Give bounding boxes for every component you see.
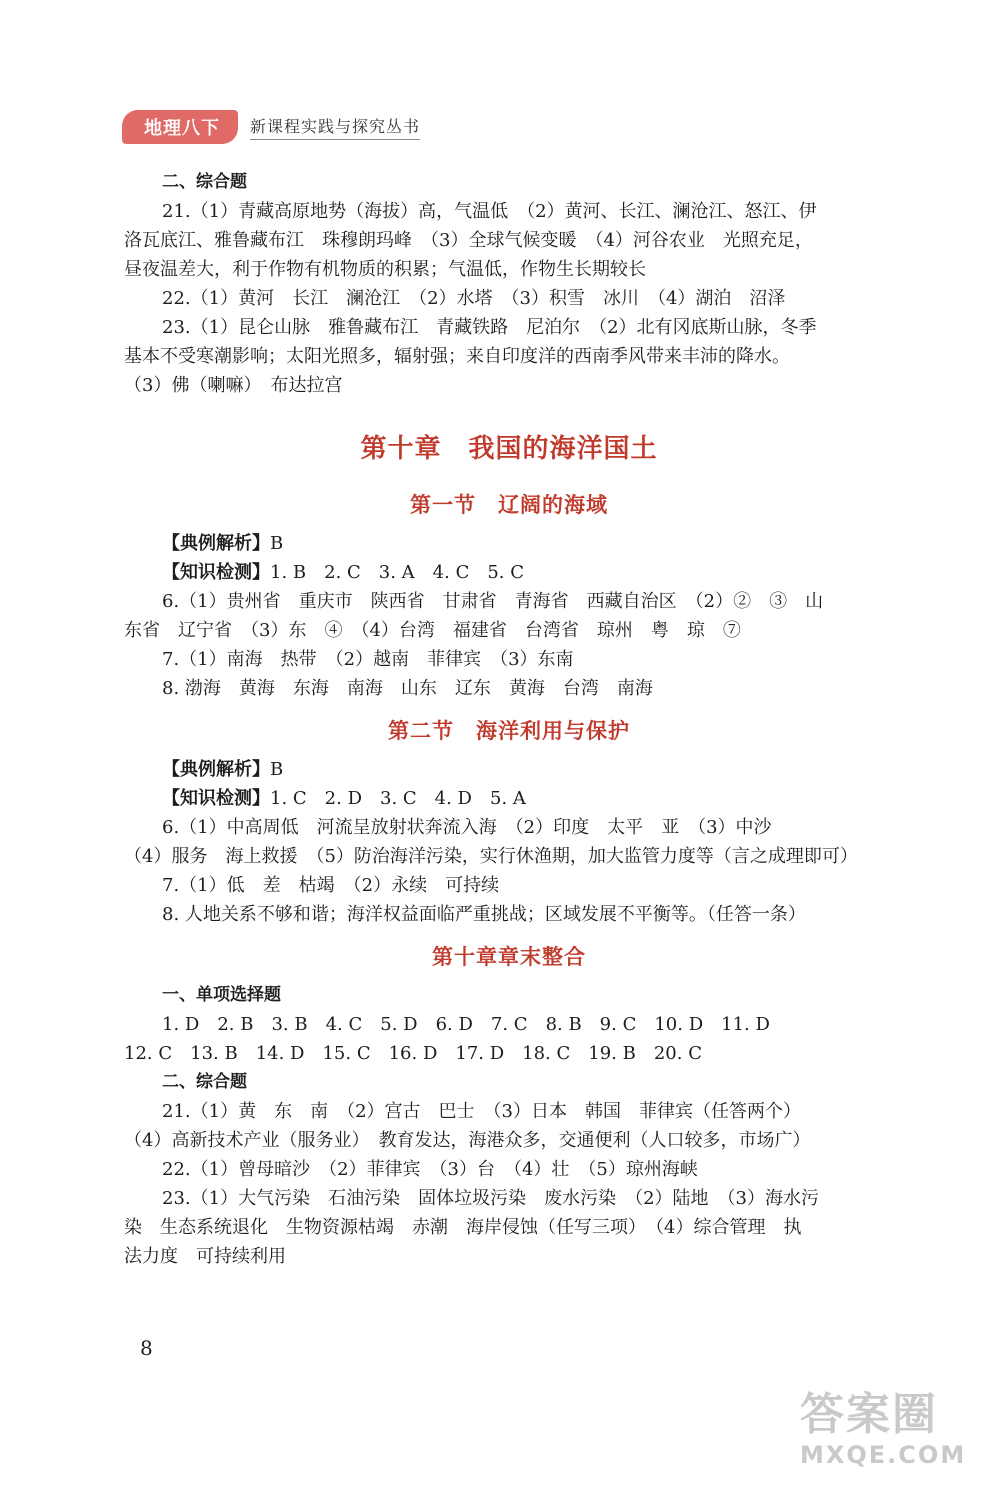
answer-line: 基本不受寒潮影响；太阳光照多，辐射强；来自印度洋的西南季风带来丰沛的降水。 <box>124 346 790 367</box>
section-title: 第一节 辽阔的海域 <box>410 493 608 517</box>
answer-line: 6.（1）贵州省 重庆市 陕西省 甘肃省 青海省 西藏自治区 （2）② ③ 山 <box>162 591 824 612</box>
knowledge-value: 1. C 2. D 3. C 4. D 5. A <box>270 788 526 809</box>
section-title: 第二节 海洋利用与保护 <box>388 719 630 743</box>
answer-line: 22.（1）黄河 长江 澜沧江 （2）水塔 （3）积雪 冰川 （4）湖泊 沼泽 <box>162 288 786 309</box>
answer-content <box>124 168 894 1271</box>
knowledge-label: 【知识检测】 <box>162 562 270 583</box>
answer-line: 23.（1）昆仑山脉 雅鲁藏布江 青藏铁路 尼泊尔 （2）北有冈底斯山脉，冬季 <box>162 317 817 338</box>
answer-line: 7.（1）低 差 枯竭 （2）永续 可持续 <box>162 875 500 896</box>
subject-badge: 地理八下 <box>122 110 238 144</box>
knowledge-check <box>124 558 894 587</box>
watermark-bottom: MXQE.COM <box>800 1441 967 1469</box>
part-heading: 二、综合题 <box>162 1072 247 1092</box>
answer-line: 染 生态系统退化 生物资源枯竭 赤潮 海岸侵蚀（任写三项） （4）综合管理 执 <box>124 1217 802 1238</box>
part-heading: 一、单项选择题 <box>162 985 281 1005</box>
example-label: 【典例解析】 <box>162 759 270 780</box>
knowledge-label: 【知识检测】 <box>162 788 270 809</box>
section-title: 第十章章末整合 <box>432 945 586 969</box>
answer-line: （4）高新技术产业（服务业） 教育发达，海港众多，交通便利（人口较多，市场广） <box>124 1130 811 1151</box>
answer-line: 12. C 13. B 14. D 15. C 16. D 17. D 18. C 19. B 20. C <box>124 1043 702 1064</box>
answer-line: 8. 人地关系不够和谐；海洋权益面临严重挑战；区域发展不平衡等。（任答一条） <box>162 904 806 925</box>
answer-line: 1. D 2. B 3. B 4. C 5. D 6. D 7. C 8. B 9. C 10. D 11. D <box>162 1014 770 1035</box>
example-value: B <box>270 759 284 780</box>
knowledge-value: 1. B 2. C 3. A 4. C 5. C <box>270 562 525 583</box>
chapter-title: 第十章 我国的海洋国土 <box>360 434 658 464</box>
example-analysis <box>124 529 894 558</box>
answer-line: 8. 渤海 黄海 东海 南海 山东 辽东 黄海 台湾 南海 <box>162 678 653 699</box>
answer-line: 洛瓦底江、雅鲁藏布江 珠穆朗玛峰 （3）全球气候变暖 （4）河谷农业 光照充足， <box>124 230 813 251</box>
answer-line: 22.（1）曾母暗沙 （2）菲律宾 （3）台 （4）壮 （5）琼州海峡 <box>162 1159 698 1180</box>
answer-line: （4）服务 海上救援 （5）防治海洋污染，实行休渔期，加大监管力度等（言之成理即可） <box>124 846 858 867</box>
example-label: 【典例解析】 <box>162 533 270 554</box>
answer-line: 6.（1）中高周低 河流呈放射状奔流入海 （2）印度 太平 亚 （3）中沙 <box>162 817 772 838</box>
answer-line: 23.（1）大气污染 石油污染 固体垃圾污染 废水污染 （2）陆地 （3）海水污 <box>162 1188 819 1209</box>
answer-line: （3）佛（喇嘛） 布达拉宫 <box>124 375 343 396</box>
answer-line: 21.（1）黄 东 南 （2）宫古 巴士 （3）日本 韩国 菲律宾（任答两个） <box>162 1101 801 1122</box>
answer-line: 法力度 可持续利用 <box>124 1246 286 1267</box>
answer-line: 昼夜温差大，利于作物有机物质的积累；气温低，作物生长期较长 <box>124 259 646 280</box>
watermark-top: 答案圈 <box>800 1389 938 1440</box>
answer-line: 东省 辽宁省 （3）东 ④ （4）台湾 福建省 台湾省 琼州 粤 琼 ⑦ <box>124 620 741 641</box>
series-title: 新课程实践与探究丛书 <box>250 114 420 140</box>
answer-line: 7.（1）南海 热带 （2）越南 菲律宾 （3）东南 <box>162 649 574 670</box>
part1-heading: 二、综合题 <box>162 172 247 192</box>
watermark-logo <box>800 1390 995 1482</box>
example-value: B <box>270 533 284 554</box>
page-header <box>122 110 420 144</box>
example-analysis <box>124 755 894 784</box>
knowledge-check <box>124 784 894 813</box>
answer-line: 21.（1）青藏高原地势（海拔）高，气温低 （2）黄河、长江、澜沧江、怒江、伊 <box>162 201 817 222</box>
page-number: 8 <box>140 1336 153 1360</box>
